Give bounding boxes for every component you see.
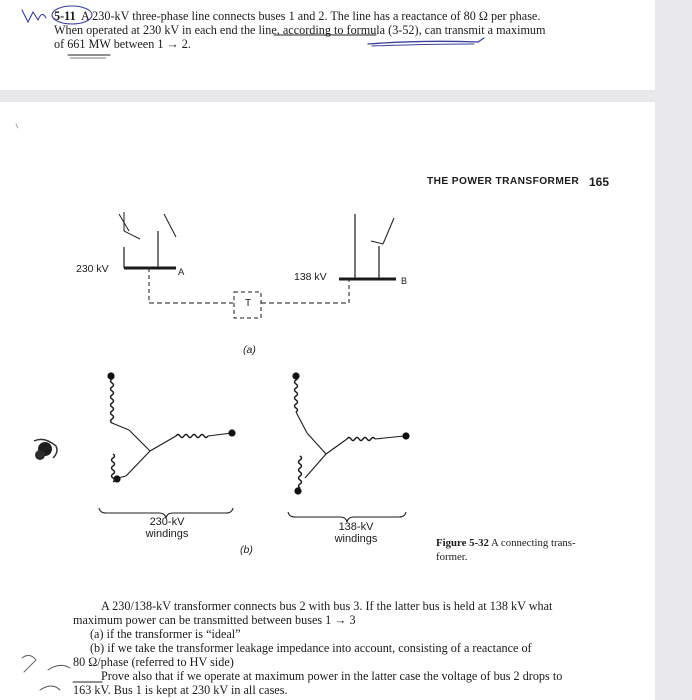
figure-caption (436, 536, 576, 564)
figure-b-terminals-hv (107, 372, 235, 482)
terminal-dot (294, 487, 301, 494)
problem-5-11-line-1: A 230-kV three-phase line connects buses 1 and 2. The line has a reactance of 80 Ω per phase. (81, 9, 541, 23)
problem-5-11-line-2: When operated at 230 kV in each end the line, according to formula (3-52), can transmit a maximum (54, 23, 546, 37)
figure-number: Figure 5-32 (436, 537, 489, 549)
lv-coil-3 (347, 438, 375, 441)
page-number: 165 (589, 175, 610, 189)
problem-text-line-7: 163 kV. Bus 1 is kept at 230 kV in all cases. (73, 683, 288, 697)
figure-a-sublabel: (a) (243, 344, 256, 356)
problem-text-line-4: (b) if we take the transformer leakage impedance into account, consisting of a reactance of (90, 641, 532, 655)
running-header-title: THE POWER TRANSFORMER (427, 176, 580, 187)
problem-text-line-2: maximum power can be transmitted between buses 1 → 3 (73, 613, 356, 627)
problem-number: 5-11 (54, 9, 76, 23)
terminal-dot (228, 429, 235, 436)
terminal-dot (402, 432, 409, 439)
margin-blob (34, 439, 57, 460)
bus-hv-name-label: A (178, 267, 185, 278)
terminal-dot (113, 475, 120, 482)
figure-a-diagram (119, 212, 396, 318)
hv-coil-1 (111, 375, 114, 423)
problem-text-line-1: A 230/138-kV transformer connects bus 2 with bus 3. If the latter bus is held at 138 kV what (101, 599, 553, 613)
bus-hv-voltage-label: 230 kV (76, 263, 109, 275)
figure-caption-text-1: A connecting trans- (491, 537, 576, 549)
handwritten-mark-icon (22, 10, 38, 22)
margin-arrow (48, 665, 70, 670)
hv-windings-caption: 230-kV windings (145, 516, 189, 540)
transformer-label: T (245, 298, 252, 309)
lv-coil-1 (295, 376, 298, 412)
problem-text-line-5: 80 Ω/phase (referred to HV side) (73, 655, 234, 669)
bus-lv-line-2 (383, 218, 394, 244)
margin-scribble (22, 655, 36, 672)
figure-b-terminals-lv (292, 372, 409, 494)
lv-coil-2 (299, 456, 302, 488)
circle-annotation (52, 6, 92, 24)
problem-5-11-line-3: of 661 MW between 1 → 2. (54, 37, 191, 51)
lv-windings-caption: 138-kV windings (334, 521, 378, 545)
figure-b-sublabel: (b) (240, 544, 253, 556)
bus-lv-name-label: B (401, 276, 408, 286)
figure-caption-text-2: former. (436, 551, 468, 563)
problem-text-line-6: Prove also that if we operate at maximum power in the latter case the voltage of bus 2 drops to (101, 669, 563, 683)
figure-b-windings-lv (295, 376, 405, 488)
problem-text-line-3: (a) if the transformer is “ideal” (90, 627, 241, 641)
figure-b-windings-hv (111, 375, 233, 482)
terminal-dot (107, 372, 114, 379)
bus-hv-line-2 (164, 214, 176, 237)
hv-coil-3 (176, 435, 208, 438)
terminal-dot (292, 372, 299, 379)
bus-lv-voltage-label: 138 kV (294, 271, 327, 283)
